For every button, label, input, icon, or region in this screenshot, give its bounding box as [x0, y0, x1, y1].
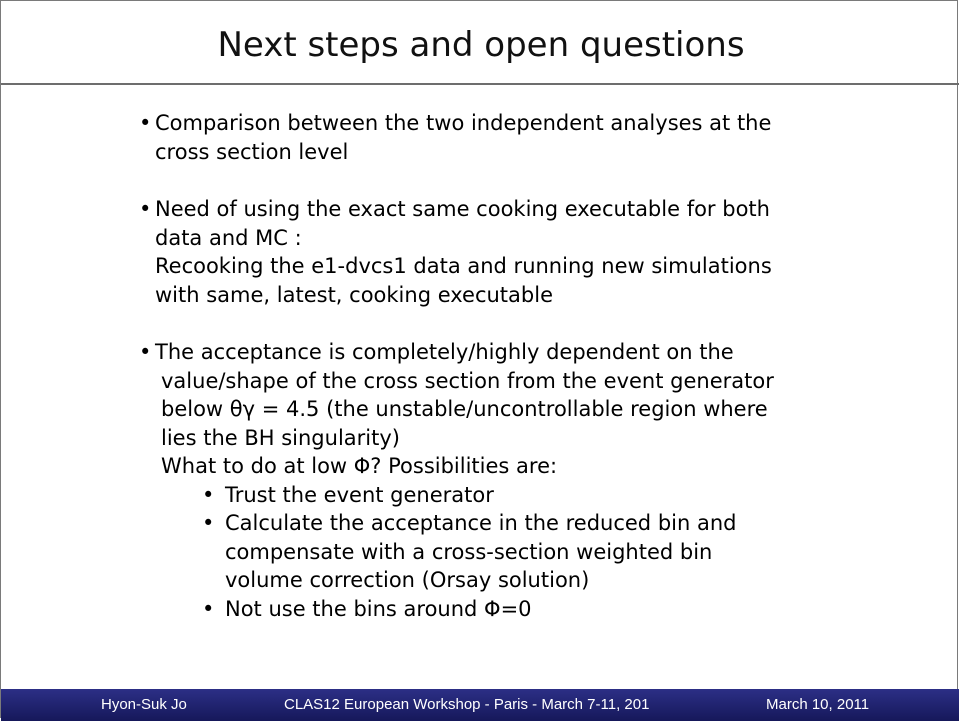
slide-title: Next steps and open questions	[217, 25, 745, 65]
bullet-text-line: cross section level	[155, 139, 349, 164]
slide-footer	[1, 689, 959, 721]
bullet-item-cooking	[139, 195, 839, 309]
bullet-text-line: below θγ = 4.5 (the unstable/uncontrollable region where	[161, 397, 768, 421]
bullet-text-line: with same, latest, cooking executable	[155, 282, 553, 307]
footer-author: Hyon-Suk Jo	[101, 696, 187, 713]
bullet-item-comparison	[139, 109, 839, 166]
title-divider	[1, 83, 959, 85]
bullet-icon: •	[202, 511, 215, 535]
bullet-text-line: lies the BH singularity)	[161, 425, 400, 450]
bullet-text-line: Recooking the e1-dvcs1 data and running new simulations	[155, 254, 772, 278]
bullet-icon: •	[139, 340, 152, 364]
sub-bullet-text-line: Not use the bins around Φ=0	[225, 596, 532, 621]
bullet-text-line: The acceptance is completely/highly dependent on the	[155, 340, 734, 364]
bullet-text-line: Need of using the exact same cooking executable for both	[155, 197, 770, 221]
slide-body	[139, 109, 839, 623]
sub-bullet-item	[155, 481, 839, 510]
sub-bullet-item	[155, 509, 839, 595]
sub-bullet-text-line: compensate with a cross-section weighted bin	[225, 539, 713, 564]
bullet-icon: •	[202, 596, 215, 621]
bullet-text-line: What to do at low Φ? Possibilities are:	[161, 454, 558, 478]
bullet-item-acceptance	[139, 338, 839, 623]
bullet-text-line: data and MC :	[155, 225, 302, 250]
sub-bullet-item	[155, 595, 839, 624]
sub-bullet-text-line: Calculate the acceptance in the reduced bin and	[225, 511, 737, 535]
bullet-icon: •	[202, 482, 215, 507]
sub-bullet-text-line: Trust the event generator	[225, 482, 494, 507]
bullet-icon: •	[139, 111, 152, 135]
bullet-text-line: Comparison between the two independent analyses at the	[155, 111, 772, 135]
sub-bullet-text-line: volume correction (Orsay solution)	[225, 568, 590, 592]
bullet-text-line: value/shape of the cross section from the event generator	[161, 368, 774, 393]
footer-date: March 10, 2011	[766, 696, 870, 713]
bullet-icon: •	[139, 197, 152, 221]
footer-event: CLAS12 European Workshop - Paris - March 7-11, 201	[284, 696, 650, 713]
